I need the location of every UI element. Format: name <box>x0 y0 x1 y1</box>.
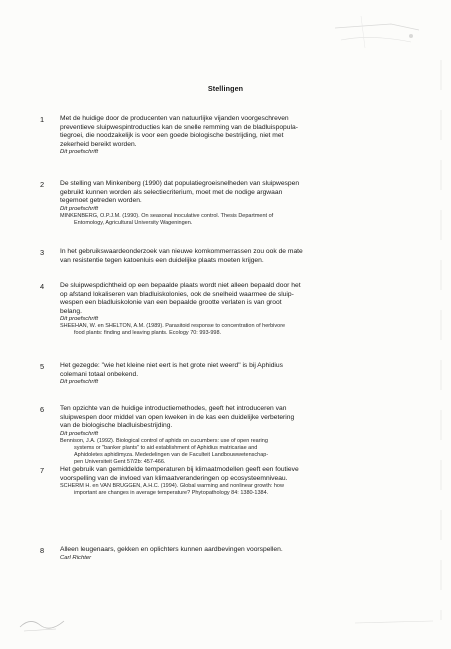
statement-body <box>60 115 428 156</box>
citation-line: important are changes in average temperature? Phytopathology 84: 1380-1384. <box>74 490 269 497</box>
statement-source: Dit proefschrift <box>60 430 98 437</box>
statement-line: tegemoet getreden worden. <box>60 197 142 205</box>
statement-source: Dit proefschrift <box>60 379 98 386</box>
statement-body <box>60 180 428 227</box>
statement-line: In het gebruikswaardeonderzoek van nieuwe komkommerrassen zou ook de mate <box>60 248 303 255</box>
statement-line: wespen een bladluiskolonie van een bepaalde grootte verlaten is van groot <box>60 299 282 307</box>
statement-line: Met de huidige door de producenten van natuurlijke vijanden voorgeschreven <box>60 115 289 122</box>
statement-number: 1 <box>40 115 45 124</box>
page-title: Stellingen <box>207 84 244 93</box>
page-edge-shadow <box>437 60 445 620</box>
statement-source: Carl Richter <box>60 554 92 561</box>
statement-number: 6 <box>40 405 45 414</box>
statement-line: voorspelling van de invloed van klimaatveranderingen op ecosysteemniveau. <box>60 474 288 482</box>
citation-line: Aphidoletes aphidimyza. Mededelingen van de Faculteit Landbouwwetenschap- <box>74 451 269 458</box>
citation-line: pen Universiteit Gent 57/2b: 457-466. <box>74 458 166 465</box>
statement-line: Het gebruik van gemiddelde temperaturen bij klimaatmodellen geeft een foutieve <box>60 466 299 473</box>
statement-body <box>60 282 428 337</box>
statement-number: 5 <box>40 362 45 371</box>
statement-line: De stelling van Minkenberg (1990) dat populatiegroeisnelheden van sluipwespen <box>60 180 300 187</box>
statement-number: 3 <box>40 248 45 257</box>
statement-line: Alleen leugenaars, gekken en oplichters kunnen aardbevingen voorspellen. <box>60 546 283 553</box>
statement-body <box>60 362 428 386</box>
statement-line: van de biologische bladluisbestrijding. <box>60 422 173 430</box>
statement-line: op afstand lokaliseren van bladluiskolonies, ook de snelheid waarmee de sluip- <box>60 290 294 298</box>
statement-body <box>60 405 428 465</box>
citation-line: MINKENBERG, O.P.J.M. (1990). On seasonal inoculative control. Thesis Department of <box>60 212 274 219</box>
statement-line: tiegroei, die noodzakelijk is voor een goede biologische bestrijding, niet met <box>60 132 284 140</box>
statement-body <box>60 248 428 265</box>
citation <box>60 323 428 337</box>
citation-line: Entomology, Agricultural University Wageningen. <box>74 219 193 226</box>
library-stamp <box>331 10 423 50</box>
citation <box>60 438 428 466</box>
scan-mark <box>353 613 437 631</box>
statement-number: 7 <box>40 466 45 475</box>
pencil-mark <box>16 611 72 633</box>
citation-line: SHEEHAN, W. en SHELTON, A.M. (1989). Parasitoid response to concentration of herbivore <box>60 323 286 330</box>
statement-line: preventieve sluipwespintroducties kan de snelle remming van de bladluispopula- <box>60 123 298 131</box>
citation <box>60 483 428 497</box>
citation-line: SCHERM H. en VAN BRUGGEN, A.H.C. (1994). Global warming and nonlinear growth: how <box>60 483 284 490</box>
statement-line: gebruikt kunnen worden als selectiecriterium, moet met de nodige argwaan <box>60 188 283 196</box>
statement-number: 8 <box>40 546 45 555</box>
statement-line: zekerheid bereikt worden. <box>60 140 137 148</box>
statement-line: De sluipwespdichtheid op een bepaalde plaats wordt niet alleen bepaald door het <box>60 282 301 289</box>
statement-line: sluipwespen door middel van open kweken in de kas een duidelijke verbetering <box>60 413 295 421</box>
citation-line: Bennison, J.A. (1992). Biological control of aphids on cucumbers: use of open rearing <box>60 437 268 444</box>
citation <box>60 213 428 227</box>
statement-line: Het gezegde: "wie het kleine niet eert is het grote niet weerd" is bij Aphidius <box>60 362 283 369</box>
statement-line: belang. <box>60 307 82 315</box>
statement-source: Dit proefschrift <box>60 149 98 156</box>
statement-line: Ten opzichte van de huidige introductiemethodes, geeft het introduceren van <box>60 405 287 412</box>
statement-body <box>60 466 428 497</box>
statement-source: Dit proefschrift <box>60 316 98 323</box>
statement-number: 4 <box>40 282 45 291</box>
statement-line: van resistentie tegen katoenluis een duidelijke plaats moeten krijgen. <box>60 256 264 264</box>
citation-line: food plants: finding and leaving plants. Ecology 70: 993-998. <box>74 330 222 337</box>
citation-line: systems or "banker plants" to aid establishment of Aphidius matricariae and <box>74 444 258 451</box>
statement-line: colemani totaal onbekend. <box>60 370 139 378</box>
statement-number: 2 <box>40 180 45 189</box>
statement-source: Dit proefschrift <box>60 205 98 212</box>
statement-body <box>60 546 428 562</box>
